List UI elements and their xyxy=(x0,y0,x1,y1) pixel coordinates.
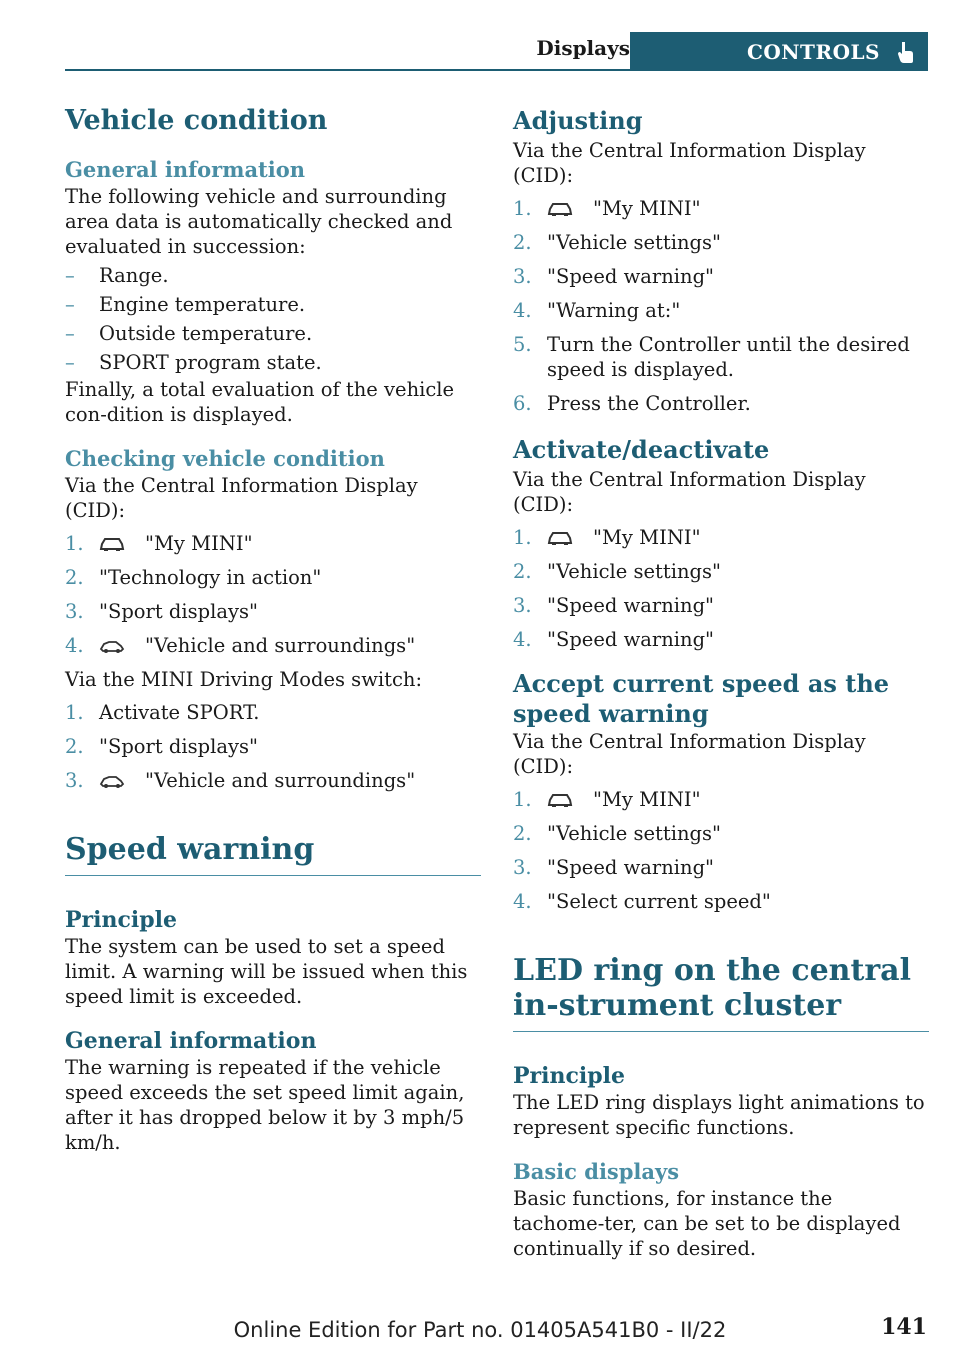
checking-vehicle-condition-heading: Checking vehicle condition xyxy=(65,446,385,471)
page-number: 141 xyxy=(881,1314,927,1340)
general-information-text: The following vehicle and surrounding area data is automatically checked and evaluated in succession: xyxy=(65,185,453,258)
list-item: 1. "My MINI" xyxy=(513,788,701,811)
via-cid-text: Via the Central Information Display (CID): xyxy=(65,474,418,522)
car-side-icon xyxy=(99,638,125,654)
accept-current-speed-heading: Accept current speed as the speed warning xyxy=(513,669,890,728)
finally-text: Finally, a total evaluation of the vehicle con-dition is displayed. xyxy=(65,378,455,426)
list-item: 4. "Vehicle and surroundings" xyxy=(65,634,416,657)
car-icon xyxy=(547,530,573,546)
activate-deactivate-heading: Activate/deactivate xyxy=(513,435,770,464)
principle-text: The system can be used to set a speed limit. A warning will be issued when this speed limit is exceeded. xyxy=(65,935,468,1008)
principle-heading: Principle xyxy=(65,907,177,933)
list-item: 3. "Speed warning" xyxy=(513,594,715,617)
via-switch-text: Via the MINI Driving Modes switch: xyxy=(65,668,423,691)
header-rule xyxy=(65,69,928,71)
chapter-title: CONTROLS xyxy=(746,39,880,64)
list-item: 1. "My MINI" xyxy=(65,532,253,555)
list-item: 1. "My MINI" xyxy=(513,197,701,220)
general-information-text-2: The warning is repeated if the vehicle speed exceeds the set speed limit again, after it has dropped below it by 3 mph/5 km/h. xyxy=(65,1056,465,1154)
list-item: 3. "Sport displays" xyxy=(65,600,258,623)
car-icon xyxy=(99,536,125,552)
list-item: 5. Turn the Controller until the desired speed is displayed. xyxy=(513,333,910,381)
list-item: 3. "Speed warning" xyxy=(513,265,715,288)
page-header xyxy=(65,32,928,71)
page-footer xyxy=(0,1312,960,1352)
list-item: – SPORT program state. xyxy=(65,351,322,374)
list-item: 1. Activate SPORT. xyxy=(65,701,260,724)
adjust-steps xyxy=(513,196,929,416)
chapter-tab xyxy=(630,32,928,71)
list-item: 3. "Vehicle and surroundings" xyxy=(65,769,416,792)
car-side-icon xyxy=(99,773,125,789)
led-ring-heading: LED ring on the central in-strument cluster xyxy=(513,953,929,1032)
list-item: 2. "Vehicle settings" xyxy=(513,822,721,845)
list-item: 3. "Speed warning" xyxy=(513,856,715,879)
switch-steps xyxy=(65,700,481,793)
list-item: 4. "Speed warning" xyxy=(513,628,715,651)
list-item: 2. "Sport displays" xyxy=(65,735,258,758)
general-information-heading-2: General information xyxy=(65,1028,317,1054)
via-cid-text: Via the Central Information Display (CID): xyxy=(513,468,866,516)
basic-displays-heading: Basic displays xyxy=(513,1159,680,1184)
activate-steps xyxy=(513,525,929,652)
right-column xyxy=(513,104,929,1261)
via-cid-text: Via the Central Information Display (CID): xyxy=(513,730,866,778)
accept-steps xyxy=(513,787,929,914)
edition-text: Online Edition for Part no. 01405A541B0 - II/22 xyxy=(233,1318,727,1342)
list-item: 2. "Vehicle settings" xyxy=(513,231,721,254)
list-item: – Range. xyxy=(65,264,169,287)
speed-warning-heading: Speed warning xyxy=(65,832,481,876)
list-item: – Engine temperature. xyxy=(65,293,306,316)
list-item: 2. "Vehicle settings" xyxy=(513,560,721,583)
left-column xyxy=(65,104,481,1155)
principle-text: The LED ring displays light animations to represent specific functions. xyxy=(513,1091,925,1139)
car-icon xyxy=(547,201,573,217)
via-cid-text: Via the Central Information Display (CID): xyxy=(513,139,866,187)
checked-data-list xyxy=(65,263,481,375)
list-item: 6. Press the Controller. xyxy=(513,392,751,415)
list-item: – Outside temperature. xyxy=(65,322,313,345)
adjusting-heading: Adjusting xyxy=(513,106,643,135)
general-information-heading: General information xyxy=(65,157,306,182)
list-item: 4. "Select current speed" xyxy=(513,890,771,913)
section-title: Displays xyxy=(536,36,630,60)
check-steps xyxy=(65,531,481,658)
vehicle-condition-heading: Vehicle condition xyxy=(65,105,328,136)
principle-heading: Principle xyxy=(513,1063,625,1089)
list-item: 2. "Technology in action" xyxy=(65,566,322,589)
basic-displays-text: Basic functions, for instance the tachome-ter, can be set to be displayed continually if so desired. xyxy=(513,1187,901,1260)
car-icon xyxy=(547,792,573,808)
list-item: 4. "Warning at:" xyxy=(513,299,681,322)
pointing-hand-icon xyxy=(892,39,918,65)
list-item: 1. "My MINI" xyxy=(513,526,701,549)
